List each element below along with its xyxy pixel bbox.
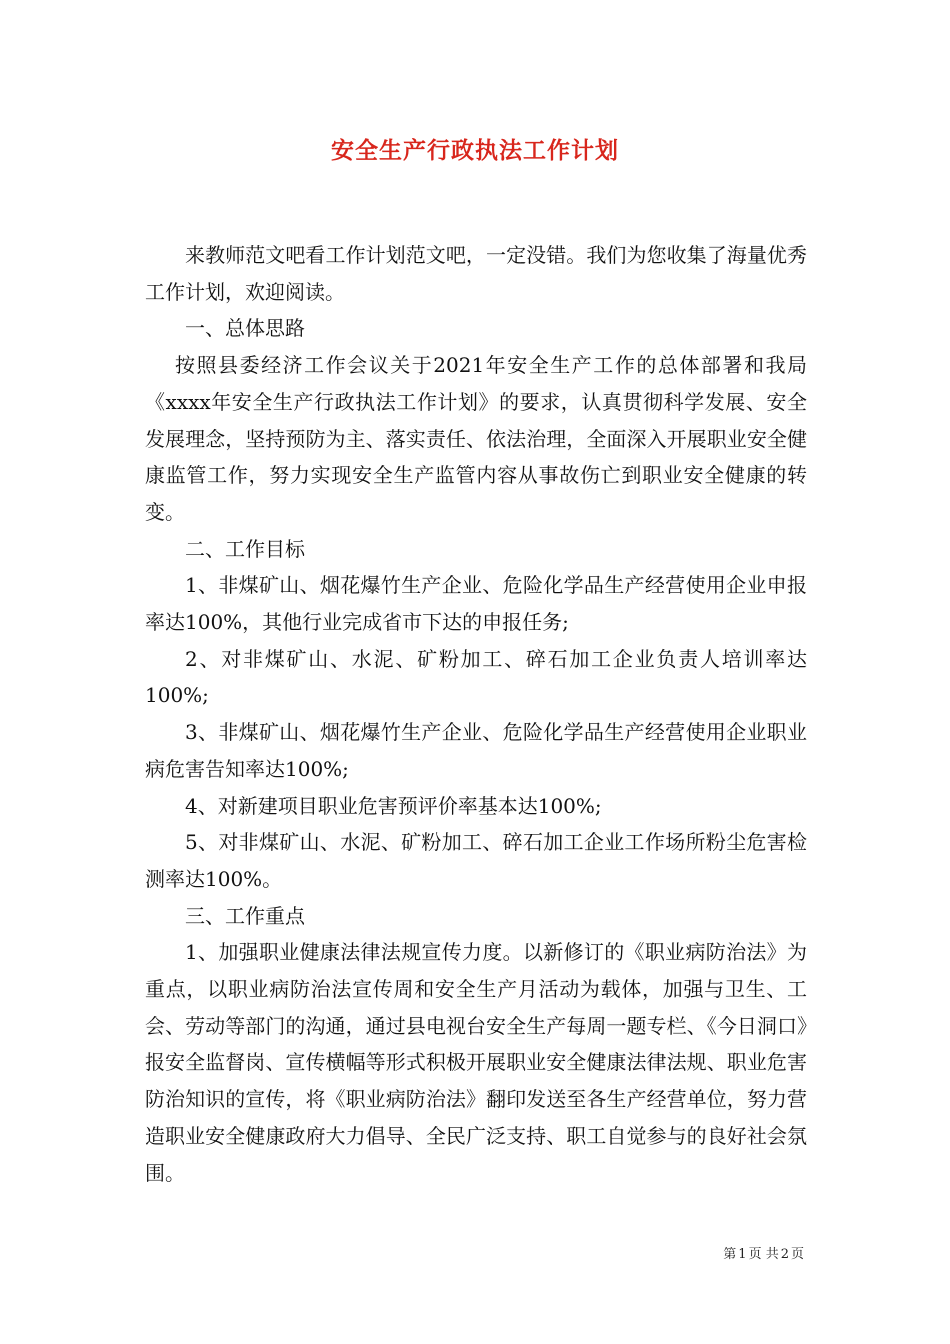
document-title: 安全生产行政执法工作计划 <box>331 137 619 164</box>
goal-item-1: 1、非煤矿山、烟花爆竹生产企业、危险化学品生产经营使用企业申报率达100%，其他行业完成省市下达的申报任务; <box>145 573 807 635</box>
footer-middle: 页 共 <box>748 1247 779 1262</box>
document-body <box>145 237 807 1191</box>
goal-item-5: 5、对非煤矿山、水泥、矿粉加工、碎石加工企业工作场所粉尘危害检测率达100%。 <box>145 830 807 891</box>
goal-item-2: 2、对非煤矿山、水泥、矿粉加工、碎石加工企业负责人培训率达100%; <box>145 646 807 708</box>
footer-current-page: 1 <box>738 1247 747 1262</box>
section-heading-3: 三、工作重点 <box>185 903 305 928</box>
focus-item-1: 1、加强职业健康法律法规宣传力度。以新修订的《职业病防治法》为重点，以职业病防治法宣传周和安全生产月活动为载体，加强与卫生、工会、劳动等部门的沟通，通过县电视台安全生产每周一题专栏、《今日洞口》报安全监督岗、宣传横幅等形式积极开展职业安全健康法律法规、职业危害防治知识的宣传，将《职业病防治法》翻印发送至各生产经营单位，努力营造职业安全健康政府大力倡导、全民广泛支持、职工自觉参与的良好社会氛围。 <box>145 940 807 1185</box>
footer-total-pages: 2 <box>780 1247 789 1262</box>
footer-suffix: 页 <box>790 1247 804 1262</box>
page-number-footer <box>722 1246 805 1264</box>
section-heading-2: 二、工作目标 <box>185 536 305 561</box>
goal-item-3: 3、非煤矿山、烟花爆竹生产企业、危险化学品生产经营使用企业职业病危害告知率达100%; <box>145 720 807 781</box>
goal-item-4: 4、对新建项目职业危害预评价率基本达100%; <box>185 793 602 818</box>
section-heading-1: 一、总体思路 <box>185 316 305 341</box>
paragraph-intro: 来教师范文吧看工作计划范文吧，一定没错。我们为您收集了海量优秀工作计划，欢迎阅读。 <box>145 243 807 304</box>
footer-prefix: 第 <box>723 1247 737 1262</box>
paragraph-overall-approach: 按照县委经济工作会议关于2021年安全生产工作的总体部署和我局《xxxx年安全生产行政执法工作计划》的要求，认真贯彻科学发展、安全发展理念，坚持预防为主、落实责任、依法治理，全面深入开展职业安全健康监管工作，努力实现安全生产监管内容从事故伤亡到职业安全健康的转变。 <box>145 353 807 524</box>
